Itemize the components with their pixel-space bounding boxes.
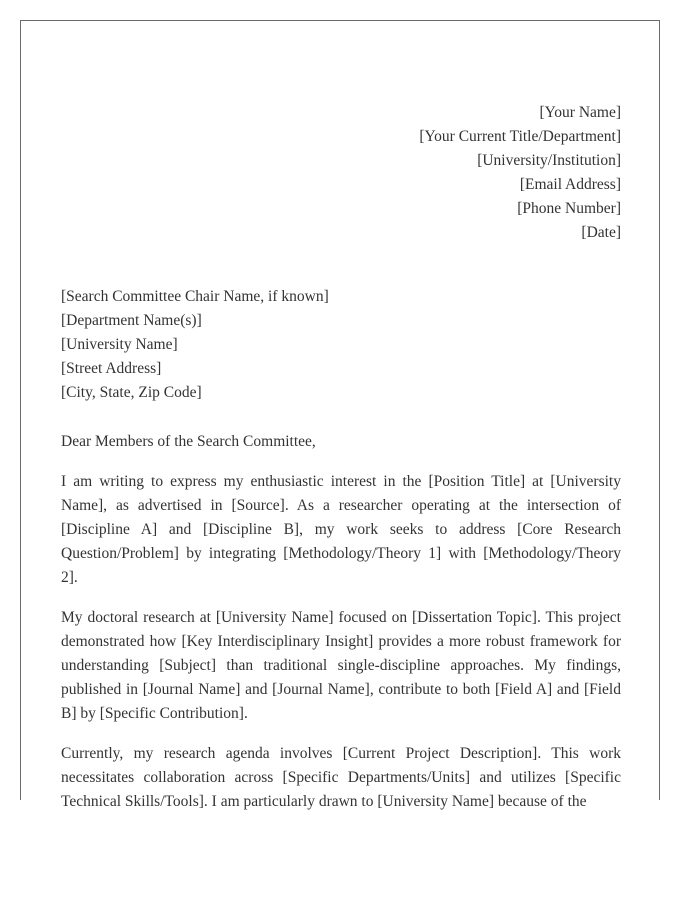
sender-block (61, 101, 621, 245)
sender-institution: [University/Institution] (477, 152, 621, 169)
sender-email: [Email Address] (519, 176, 621, 193)
recipient-block (61, 285, 621, 405)
recipient-chair: [Search Committee Chair Name, if known] (61, 288, 329, 305)
recipient-department: [Department Name(s)] (61, 312, 202, 329)
salutation: Dear Members of the Search Committee, (61, 433, 316, 450)
letter-date: [Date] (581, 224, 621, 241)
paragraph-intro: I am writing to express my enthusiastic interest in the [Position Title] at [University Name], as advertised in [Source]. As a researcher operating at the intersection of [Discipline A] and [Discipline B], my work seeks to address [Core Research Question/Problem] by integrating [Methodology/Theory 1] with [Methodology/Theory 2]. (61, 473, 621, 586)
letter-body (61, 101, 621, 814)
recipient-university: [University Name] (61, 336, 178, 353)
paragraph-current: Currently, my research agenda involves [Current Project Description]. This work necessitates collaboration across [Specific Departments/Units] and utilizes [Specific Technical Skills/Tools]. I am particularly drawn to [University Name] because of the (61, 745, 621, 810)
letter-page (20, 20, 660, 810)
recipient-street: [Street Address] (61, 360, 162, 377)
sender-name: [Your Name] (539, 104, 621, 121)
sender-title: [Your Current Title/Department] (419, 128, 621, 145)
paragraph-research: My doctoral research at [University Name] focused on [Dissertation Topic]. This project demonstrated how [Key Interdisciplinary Insight] provides a more robust framework for understanding [Subject] than traditional single-discipline approaches. My findings, published in [Journal Name] and [Journal Name], contribute to both [Field A] and [Field B] by [Specific Contribution]. (61, 609, 621, 722)
recipient-city: [City, State, Zip Code] (61, 384, 202, 401)
sender-phone: [Phone Number] (517, 200, 621, 217)
